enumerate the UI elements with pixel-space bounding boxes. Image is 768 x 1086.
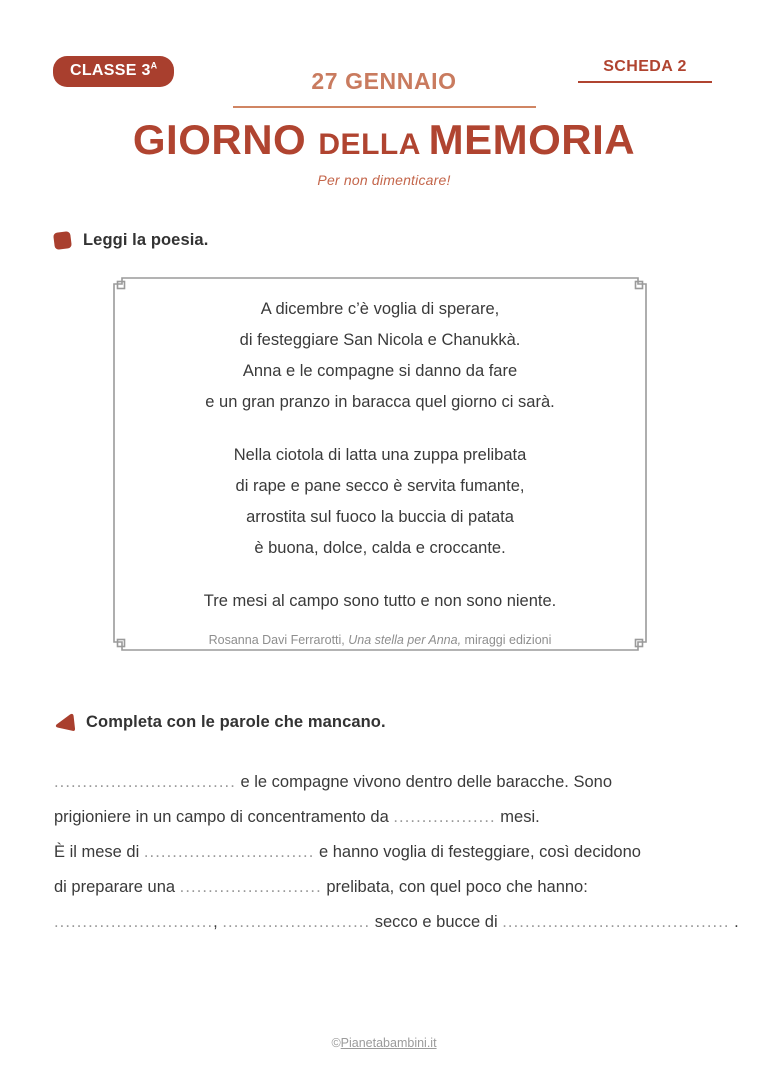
attribution-author: Rosanna Davi Ferrarotti,: [208, 633, 349, 647]
fill-in-blanks-exercise: [54, 765, 739, 940]
exercise-line-1: [54, 765, 724, 800]
exercise-line-2: [54, 800, 724, 835]
page-title-part-3: MEMORIA: [428, 115, 636, 163]
blank-field[interactable]: ................................: [54, 773, 236, 791]
date-heading: 27 GENNAIO: [311, 68, 457, 94]
header-divider: [233, 106, 536, 108]
blank-field[interactable]: ..................: [393, 808, 496, 826]
poem-stanza-3: [104, 586, 656, 617]
exercise-line-3: [54, 835, 724, 870]
sheet-number: [578, 58, 712, 83]
square-bullet-icon: [53, 231, 72, 250]
poem-attribution: [104, 631, 656, 649]
instruction-read-poem: [54, 231, 208, 250]
exercise-line-5: [54, 905, 739, 940]
attribution-publisher: miraggi edizioni: [461, 633, 552, 647]
poem-stanza-2: [104, 440, 656, 564]
instruction-read-poem-label: Leggi la poesia.: [83, 231, 209, 249]
sheet-number-underline: [578, 81, 712, 83]
instruction-fill-blanks: [54, 712, 386, 732]
blank-field[interactable]: ..........................: [222, 913, 371, 931]
poem-line: è buona, dolce, calda e croccante.: [254, 539, 506, 557]
page-title-part-2: DELLA: [318, 127, 429, 161]
triangle-bullet-icon: [54, 712, 76, 732]
exercise-text: È il mese di: [54, 843, 144, 861]
exercise-text: .: [729, 913, 739, 931]
poem-line: arrostita sul fuoco la buccia di patata: [246, 508, 514, 526]
poem-content: [104, 294, 656, 649]
exercise-text: secco e bucce di: [370, 913, 503, 931]
poem-line: Anna e le compagne si danno da fare: [242, 362, 518, 380]
page-title-part-1: GIORNO: [132, 115, 319, 163]
attribution-work-title: Una stella per Anna,: [348, 633, 462, 647]
blank-field[interactable]: ............................: [54, 913, 214, 931]
instruction-fill-blanks-label: Completa con le parole che mancano.: [86, 712, 386, 731]
exercise-text: mesi.: [495, 808, 540, 826]
page-title: [0, 115, 768, 163]
poem-stanza-1: [104, 294, 656, 418]
copyright-symbol: ©: [331, 1036, 341, 1050]
poem-line: e un gran pranzo in baracca quel giorno ci sarà.: [205, 393, 555, 411]
blank-field[interactable]: ..............................: [143, 843, 315, 861]
poem-line: Tre mesi al campo sono tutto e non sono niente.: [203, 592, 557, 610]
blank-field[interactable]: ........................................: [502, 913, 730, 931]
sheet-number-label: SCHEDA 2: [603, 58, 687, 75]
page-subtitle: Per non dimenticare!: [317, 171, 451, 188]
exercise-text: ,: [213, 913, 223, 931]
poem-line: A dicembre c’è voglia di sperare,: [260, 300, 500, 318]
page-header: [0, 0, 768, 200]
poem-box: [104, 268, 656, 660]
class-badge: [53, 56, 174, 87]
class-badge-label: CLASSE 3: [70, 62, 151, 79]
exercise-text: prigioniere in un campo di concentramento da: [54, 808, 394, 826]
footer-credit: [0, 1036, 768, 1050]
poem-line: di festeggiare San Nicola e Chanukkà.: [239, 331, 521, 349]
blank-field[interactable]: .........................: [179, 878, 322, 896]
exercise-line-4: [54, 870, 724, 905]
exercise-text: e le compagne vivono dentro delle baracche. Sono: [235, 773, 612, 791]
exercise-text: prelibata, con quel poco che hanno:: [321, 878, 588, 896]
poem-line: Nella ciotola di latta una zuppa prelibata: [233, 446, 527, 464]
exercise-text: e hanno voglia di festeggiare, così decidono: [314, 843, 641, 861]
class-badge-superscript: A: [150, 60, 158, 71]
footer-site-link[interactable]: Pianetabambini.it: [340, 1036, 437, 1050]
exercise-text: di preparare una: [54, 878, 180, 896]
poem-line: di rape e pane secco è servita fumante,: [235, 477, 525, 495]
